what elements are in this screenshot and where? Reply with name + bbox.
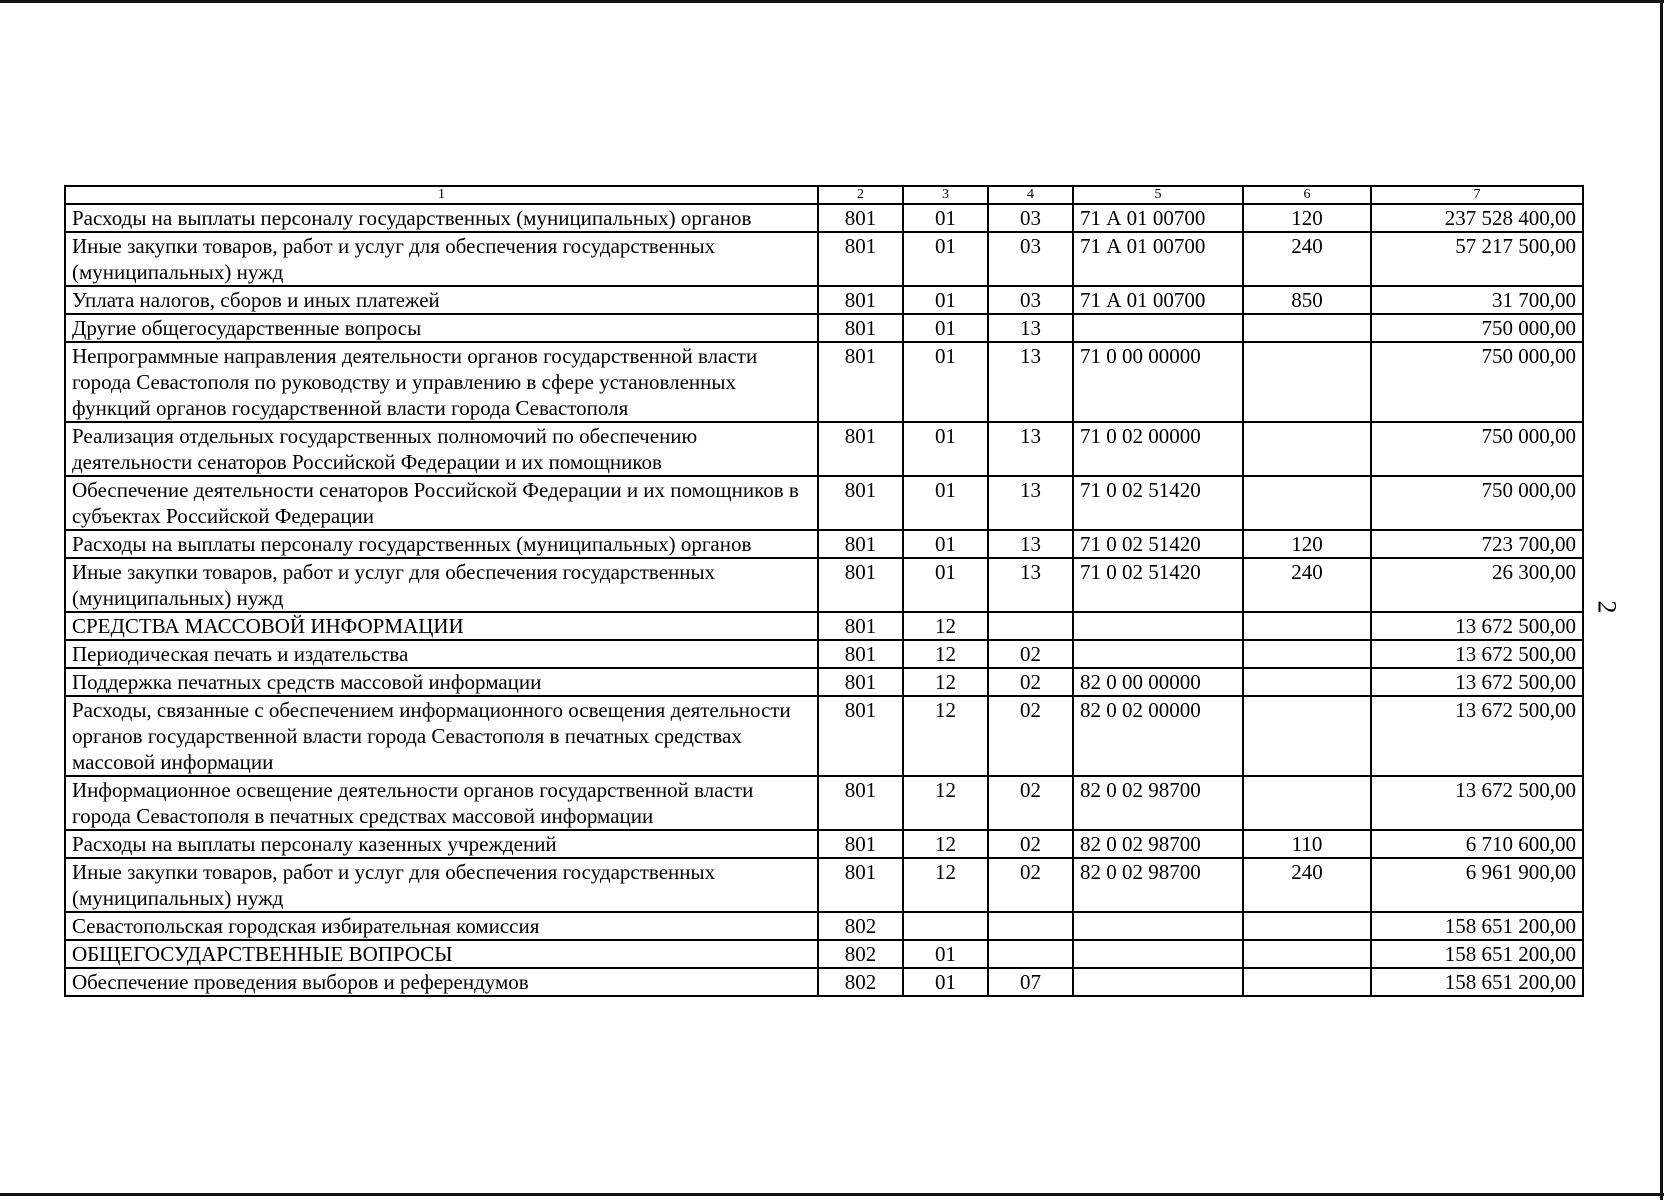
scan-border-right — [1660, 0, 1663, 1200]
scan-border-top — [0, 0, 1664, 3]
row-subsection-code-cell — [988, 912, 1073, 940]
row-target-item-cell: 71 0 02 51420 — [1073, 558, 1243, 612]
row-amount-cell: 6 961 900,00 — [1371, 858, 1583, 912]
row-ministry-code-cell: 801 — [818, 286, 903, 314]
row-expense-type-cell: 240 — [1243, 232, 1371, 286]
row-subsection-code-cell: 02 — [988, 830, 1073, 858]
row-target-item-cell: 71 А 01 00700 — [1073, 232, 1243, 286]
table-row — [65, 530, 1583, 558]
row-amount-cell: 158 651 200,00 — [1371, 912, 1583, 940]
table-row — [65, 968, 1583, 996]
row-ministry-code-cell: 802 — [818, 912, 903, 940]
row-expense-type-cell — [1243, 668, 1371, 696]
row-section-code-cell: 01 — [903, 940, 988, 968]
row-expense-type-cell — [1243, 696, 1371, 776]
row-subsection-code-cell: 02 — [988, 668, 1073, 696]
row-section-code-cell: 01 — [903, 204, 988, 232]
row-name-cell: Иные закупки товаров, работ и услуг для обеспечения государственных (муниципальных) нужд — [65, 858, 818, 912]
row-section-code-cell: 01 — [903, 232, 988, 286]
row-section-code-cell: 12 — [903, 612, 988, 640]
row-subsection-code-cell — [988, 940, 1073, 968]
row-section-code-cell: 01 — [903, 286, 988, 314]
row-amount-cell: 750 000,00 — [1371, 476, 1583, 530]
row-expense-type-cell — [1243, 612, 1371, 640]
row-subsection-code-cell: 02 — [988, 858, 1073, 912]
row-ministry-code-cell: 802 — [818, 940, 903, 968]
table-row — [65, 232, 1583, 286]
budget-table — [64, 185, 1584, 997]
row-amount-cell: 750 000,00 — [1371, 422, 1583, 476]
row-subsection-code-cell: 13 — [988, 530, 1073, 558]
row-target-item-cell — [1073, 940, 1243, 968]
row-ministry-code-cell: 801 — [818, 204, 903, 232]
page-number: 2 — [1592, 600, 1622, 614]
row-subsection-code-cell: 02 — [988, 776, 1073, 830]
row-section-code-cell: 12 — [903, 640, 988, 668]
row-amount-cell: 13 672 500,00 — [1371, 640, 1583, 668]
row-expense-type-cell: 240 — [1243, 858, 1371, 912]
table-row — [65, 558, 1583, 612]
row-name-cell: Иные закупки товаров, работ и услуг для обеспечения государственных (муниципальных) нужд — [65, 558, 818, 612]
column-number-1: 1 — [65, 186, 818, 204]
row-amount-cell: 158 651 200,00 — [1371, 968, 1583, 996]
row-name-cell: Обеспечение деятельности сенаторов Российской Федерации и их помощников в субъектах Российской Федерации — [65, 476, 818, 530]
row-amount-cell: 13 672 500,00 — [1371, 696, 1583, 776]
column-number-5: 5 — [1073, 186, 1243, 204]
row-ministry-code-cell: 801 — [818, 558, 903, 612]
row-ministry-code-cell: 801 — [818, 612, 903, 640]
table-row — [65, 314, 1583, 342]
row-ministry-code-cell: 801 — [818, 476, 903, 530]
row-ministry-code-cell: 801 — [818, 232, 903, 286]
row-expense-type-cell — [1243, 422, 1371, 476]
row-expense-type-cell — [1243, 940, 1371, 968]
row-expense-type-cell: 120 — [1243, 204, 1371, 232]
row-name-cell: Непрограммные направления деятельности органов государственной власти города Севастополя по руководству и управлению в сфере установленных функций органов государственной власти города Севастополя — [65, 342, 818, 422]
row-ministry-code-cell: 801 — [818, 422, 903, 476]
row-ministry-code-cell: 801 — [818, 858, 903, 912]
row-amount-cell: 57 217 500,00 — [1371, 232, 1583, 286]
row-expense-type-cell — [1243, 912, 1371, 940]
row-target-item-cell: 71 А 01 00700 — [1073, 286, 1243, 314]
row-name-cell: Обеспечение проведения выборов и референдумов — [65, 968, 818, 996]
row-name-cell: Уплата налогов, сборов и иных платежей — [65, 286, 818, 314]
row-subsection-code-cell: 07 — [988, 968, 1073, 996]
row-target-item-cell: 82 0 02 98700 — [1073, 858, 1243, 912]
row-ministry-code-cell: 801 — [818, 776, 903, 830]
table-row — [65, 612, 1583, 640]
row-name-cell: Расходы, связанные с обеспечением информационного освещения деятельности органов государственной власти города Севастополя в печатных средствах массовой информации — [65, 696, 818, 776]
column-number-3: 3 — [903, 186, 988, 204]
table-row — [65, 668, 1583, 696]
row-name-cell: Периодическая печать и издательства — [65, 640, 818, 668]
row-target-item-cell: 82 0 00 00000 — [1073, 668, 1243, 696]
row-name-cell: СРЕДСТВА МАССОВОЙ ИНФОРМАЦИИ — [65, 612, 818, 640]
row-name-cell: Информационное освещение деятельности органов государственной власти города Севастополя в печатных средствах массовой информации — [65, 776, 818, 830]
row-ministry-code-cell: 801 — [818, 314, 903, 342]
row-target-item-cell — [1073, 912, 1243, 940]
row-section-code-cell: 01 — [903, 530, 988, 558]
row-target-item-cell: 71 0 02 51420 — [1073, 530, 1243, 558]
table-row — [65, 422, 1583, 476]
row-section-code-cell: 01 — [903, 476, 988, 530]
table-row — [65, 204, 1583, 232]
row-amount-cell: 13 672 500,00 — [1371, 776, 1583, 830]
row-name-cell: Другие общегосударственные вопросы — [65, 314, 818, 342]
row-section-code-cell: 12 — [903, 696, 988, 776]
row-ministry-code-cell: 801 — [818, 830, 903, 858]
row-target-item-cell — [1073, 640, 1243, 668]
row-subsection-code-cell: 03 — [988, 286, 1073, 314]
row-ministry-code-cell: 801 — [818, 530, 903, 558]
table-row — [65, 286, 1583, 314]
row-expense-type-cell: 240 — [1243, 558, 1371, 612]
row-name-cell: Расходы на выплаты персоналу государственных (муниципальных) органов — [65, 204, 818, 232]
row-expense-type-cell — [1243, 968, 1371, 996]
row-subsection-code-cell: 02 — [988, 696, 1073, 776]
row-subsection-code-cell: 03 — [988, 232, 1073, 286]
row-expense-type-cell: 110 — [1243, 830, 1371, 858]
row-amount-cell: 237 528 400,00 — [1371, 204, 1583, 232]
row-expense-type-cell — [1243, 776, 1371, 830]
row-expense-type-cell — [1243, 342, 1371, 422]
row-target-item-cell: 71 0 02 51420 — [1073, 476, 1243, 530]
row-section-code-cell: 01 — [903, 314, 988, 342]
table-row — [65, 912, 1583, 940]
row-target-item-cell: 82 0 02 98700 — [1073, 776, 1243, 830]
row-target-item-cell — [1073, 968, 1243, 996]
row-target-item-cell: 82 0 02 98700 — [1073, 830, 1243, 858]
table-row — [65, 342, 1583, 422]
row-name-cell: Иные закупки товаров, работ и услуг для обеспечения государственных (муниципальных) нужд — [65, 232, 818, 286]
column-number-2: 2 — [818, 186, 903, 204]
row-subsection-code-cell: 13 — [988, 342, 1073, 422]
row-amount-cell: 6 710 600,00 — [1371, 830, 1583, 858]
row-subsection-code-cell: 03 — [988, 204, 1073, 232]
table-row — [65, 776, 1583, 830]
column-number-row — [65, 186, 1583, 204]
row-amount-cell: 31 700,00 — [1371, 286, 1583, 314]
row-ministry-code-cell: 801 — [818, 342, 903, 422]
row-amount-cell: 26 300,00 — [1371, 558, 1583, 612]
table-row — [65, 696, 1583, 776]
row-subsection-code-cell: 13 — [988, 314, 1073, 342]
row-name-cell: Расходы на выплаты персоналу казенных учреждений — [65, 830, 818, 858]
row-target-item-cell — [1073, 612, 1243, 640]
row-target-item-cell: 82 0 02 00000 — [1073, 696, 1243, 776]
row-ministry-code-cell: 801 — [818, 696, 903, 776]
row-expense-type-cell: 850 — [1243, 286, 1371, 314]
row-section-code-cell: 12 — [903, 668, 988, 696]
row-section-code-cell: 12 — [903, 858, 988, 912]
table-row — [65, 940, 1583, 968]
row-expense-type-cell — [1243, 640, 1371, 668]
row-target-item-cell: 71 0 00 00000 — [1073, 342, 1243, 422]
row-subsection-code-cell: 02 — [988, 640, 1073, 668]
table-body — [65, 204, 1583, 996]
row-name-cell: Севастопольская городская избирательная комиссия — [65, 912, 818, 940]
row-amount-cell: 750 000,00 — [1371, 342, 1583, 422]
row-subsection-code-cell: 13 — [988, 558, 1073, 612]
row-target-item-cell — [1073, 314, 1243, 342]
row-section-code-cell: 01 — [903, 342, 988, 422]
table-row — [65, 830, 1583, 858]
row-section-code-cell: 12 — [903, 830, 988, 858]
row-subsection-code-cell: 13 — [988, 476, 1073, 530]
column-number-7: 7 — [1371, 186, 1583, 204]
row-ministry-code-cell: 801 — [818, 640, 903, 668]
row-ministry-code-cell: 801 — [818, 668, 903, 696]
row-section-code-cell: 01 — [903, 422, 988, 476]
table-row — [65, 640, 1583, 668]
row-amount-cell: 13 672 500,00 — [1371, 668, 1583, 696]
row-target-item-cell: 71 0 02 00000 — [1073, 422, 1243, 476]
column-number-6: 6 — [1243, 186, 1371, 204]
row-name-cell: Поддержка печатных средств массовой информации — [65, 668, 818, 696]
row-expense-type-cell: 120 — [1243, 530, 1371, 558]
row-name-cell: Реализация отдельных государственных полномочий по обеспечению деятельности сенаторов Российской Федерации и их помощников — [65, 422, 818, 476]
row-subsection-code-cell: 13 — [988, 422, 1073, 476]
row-section-code-cell — [903, 912, 988, 940]
column-number-4: 4 — [988, 186, 1073, 204]
row-name-cell: Расходы на выплаты персоналу государственных (муниципальных) органов — [65, 530, 818, 558]
row-ministry-code-cell: 802 — [818, 968, 903, 996]
row-amount-cell: 750 000,00 — [1371, 314, 1583, 342]
row-target-item-cell: 71 А 01 00700 — [1073, 204, 1243, 232]
row-amount-cell: 158 651 200,00 — [1371, 940, 1583, 968]
row-section-code-cell: 01 — [903, 558, 988, 612]
row-section-code-cell: 01 — [903, 968, 988, 996]
row-name-cell: ОБЩЕГОСУДАРСТВЕННЫЕ ВОПРОСЫ — [65, 940, 818, 968]
row-section-code-cell: 12 — [903, 776, 988, 830]
row-amount-cell: 723 700,00 — [1371, 530, 1583, 558]
row-expense-type-cell — [1243, 476, 1371, 530]
table-row — [65, 476, 1583, 530]
row-subsection-code-cell — [988, 612, 1073, 640]
scan-border-bottom — [0, 1193, 1664, 1196]
row-expense-type-cell — [1243, 314, 1371, 342]
row-amount-cell: 13 672 500,00 — [1371, 612, 1583, 640]
table-row — [65, 858, 1583, 912]
